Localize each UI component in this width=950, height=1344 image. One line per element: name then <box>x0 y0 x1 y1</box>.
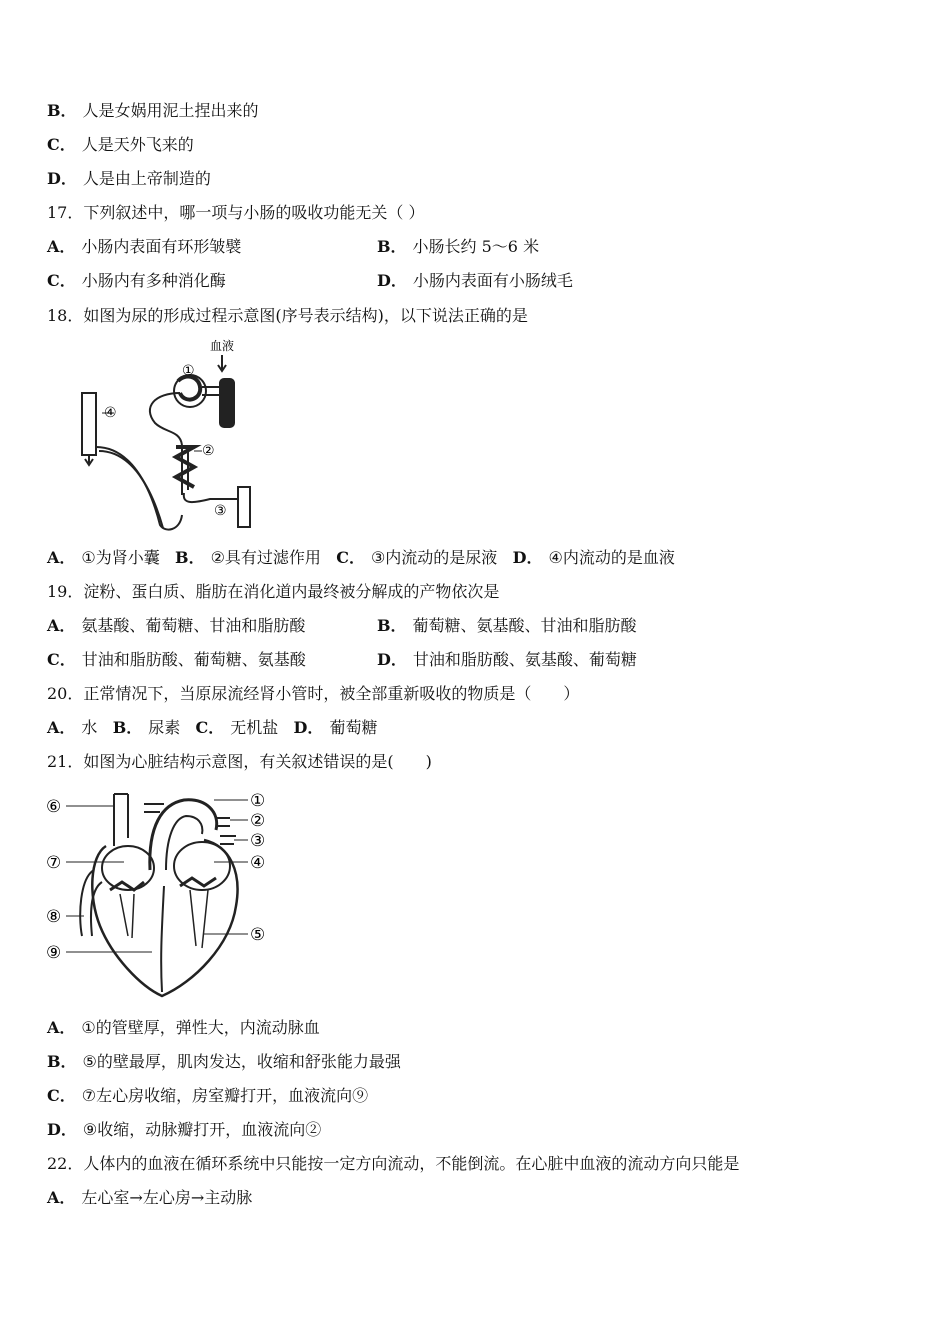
option-label: D． <box>47 169 77 188</box>
option-label: A． <box>47 1188 76 1207</box>
q19-option-d <box>377 650 637 670</box>
pulmonary-veins <box>220 836 236 844</box>
q17-option-d <box>377 271 573 291</box>
option-text: 人是女娲用泥土捏出来的 <box>82 101 259 120</box>
q17-option-a <box>47 237 241 257</box>
q19-option-c <box>47 650 306 670</box>
aorta <box>150 800 217 870</box>
option-text: 小肠内表面有小肠绒毛 <box>412 271 573 290</box>
capillary-network <box>176 447 194 487</box>
right-chordae <box>120 894 134 938</box>
option-text: 水 <box>81 718 98 737</box>
right-atrium <box>102 846 154 890</box>
q19-stem: 19．淀粉、蛋白质、脂肪在消化道内最终被分解成的产物依次是 <box>47 582 500 601</box>
mark-7: ⑦ <box>46 853 62 873</box>
option-text: ③内流动的是尿液 <box>370 548 498 567</box>
option-text: 人是天外飞来的 <box>81 135 194 154</box>
option-text: ①的管壁厚，弹性大，内流动脉血 <box>81 1018 320 1037</box>
option-label: C． <box>336 548 365 567</box>
option-text: 人是由上帝制造的 <box>82 169 211 188</box>
option-label: A． <box>47 237 76 256</box>
option-label: A． <box>47 548 76 567</box>
option-text: 左心室→左心房→主动脉 <box>81 1188 253 1207</box>
q17-option-c <box>47 271 226 291</box>
option-label: D． <box>47 1120 77 1139</box>
option-label: C． <box>47 650 76 669</box>
q22-option-a <box>47 1188 252 1208</box>
q17-option-b <box>377 237 539 257</box>
mark-9: ⑨ <box>46 943 62 963</box>
option-label: D． <box>512 548 543 567</box>
mark-4: ④ <box>104 405 117 421</box>
q21-stem: 21．如图为心脏结构示意图，有关叙述错误的是( ) <box>47 752 432 771</box>
superior-vena-cava <box>114 794 128 846</box>
q21-option-c <box>47 1086 368 1106</box>
mark-6: ⑥ <box>46 797 62 817</box>
option-text: 氨基酸、葡萄糖、甘油和脂肪酸 <box>81 616 306 635</box>
q21-option-b <box>47 1052 401 1072</box>
option-text: 葡萄糖、氨基酸、甘油和脂肪酸 <box>412 616 637 635</box>
glomerulus <box>178 376 200 399</box>
q16-option-b <box>47 101 259 121</box>
option-label: A． <box>47 616 76 635</box>
option-label: C． <box>195 718 225 737</box>
option-text: ⑤的壁最厚，肌肉发达，收缩和舒张能力最强 <box>82 1052 401 1071</box>
mark-1: ① <box>182 363 195 379</box>
q20-options <box>47 718 377 738</box>
option-text: 小肠内表面有环形皱襞 <box>81 237 242 256</box>
q19-option-b <box>377 616 637 636</box>
option-text: 甘油和脂肪酸、氨基酸、葡萄糖 <box>412 650 637 669</box>
option-label: B． <box>112 718 143 737</box>
mark-2: ② <box>202 443 215 459</box>
option-label: C． <box>47 271 76 290</box>
septum <box>161 886 164 992</box>
option-text: 尿素 <box>148 718 181 737</box>
mark-5: ⑤ <box>250 925 266 945</box>
option-label: B． <box>47 101 77 120</box>
nephron-diagram <box>70 335 270 535</box>
mark-3: ③ <box>214 503 227 519</box>
option-text: 无机盐 <box>230 718 279 737</box>
blood-label: 血液 <box>210 339 235 353</box>
blood-vessel <box>220 379 234 427</box>
mark-2: ② <box>250 811 266 831</box>
q17-stem: 17．下列叙述中，哪一项与小肠的吸收功能无关（ ） <box>47 203 425 222</box>
left-chordae <box>190 890 208 948</box>
option-label: A． <box>47 1018 76 1037</box>
option-text: ④内流动的是血液 <box>548 548 675 567</box>
option-label: D． <box>377 650 407 669</box>
heart-outline <box>92 840 237 996</box>
q18-stem: 18．如图为尿的形成过程示意图(序号表示结构)，以下说法正确的是 <box>47 306 528 325</box>
mark-4: ④ <box>250 853 266 873</box>
option-label: D． <box>293 718 324 737</box>
option-label: C． <box>47 1086 76 1105</box>
option-label: B． <box>377 237 407 256</box>
option-text: ⑦左心房收缩，房室瓣打开，血液流向⑨ <box>81 1086 369 1105</box>
collecting-duct <box>82 393 96 455</box>
option-label: B． <box>377 616 407 635</box>
tubule-to-vein <box>184 493 238 502</box>
option-text: 甘油和脂肪酸、葡萄糖、氨基酸 <box>81 650 306 669</box>
q21-option-d <box>47 1120 321 1140</box>
q16-option-c <box>47 135 194 155</box>
q20-stem: 20．正常情况下，当原尿流经肾小管时，被全部重新吸收的物质是（ ） <box>47 684 580 703</box>
option-label: B． <box>47 1052 77 1071</box>
renal-vein <box>238 487 250 527</box>
aortic-branches <box>144 804 164 812</box>
distal-tubule <box>96 447 182 530</box>
q19-option-a <box>47 616 305 636</box>
option-text: ①为肾小囊 <box>81 548 160 567</box>
mark-3: ③ <box>250 831 266 851</box>
option-label: B． <box>175 548 205 567</box>
q22-stem: 22．人体内的血液在循环系统中只能按一定方向流动，不能倒流。在心脏中血液的流动方向只能是 <box>47 1154 740 1173</box>
option-text: ⑨收缩，动脉瓣打开，血液流向② <box>82 1120 322 1139</box>
q18-options <box>47 548 675 568</box>
mark-1: ① <box>250 791 266 811</box>
option-text: ②具有过滤作用 <box>210 548 321 567</box>
option-label: A． <box>47 718 76 737</box>
option-text: 葡萄糖 <box>329 718 378 737</box>
q16-option-d <box>47 169 211 189</box>
option-text: 小肠长约 5～6 米 <box>412 237 540 256</box>
option-text: 小肠内有多种消化酶 <box>81 271 226 290</box>
heart-diagram <box>44 786 276 1002</box>
option-label: C． <box>47 135 76 154</box>
option-label: D． <box>377 271 407 290</box>
q21-option-a <box>47 1018 320 1038</box>
mark-8: ⑧ <box>46 907 62 927</box>
